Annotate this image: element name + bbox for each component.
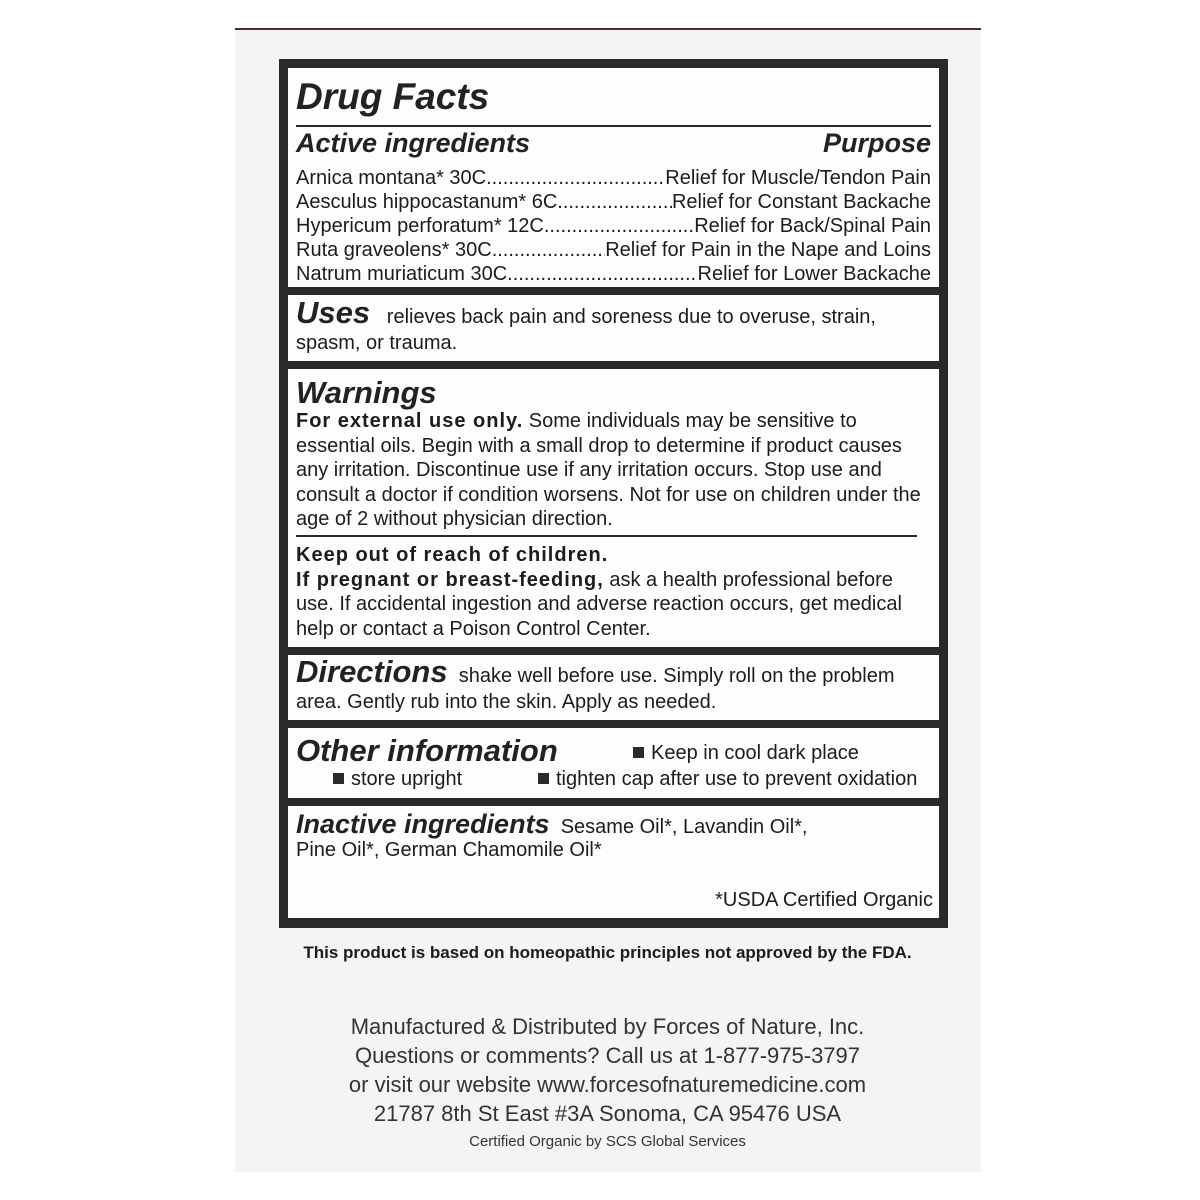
other-information-section bbox=[288, 728, 939, 798]
ingredient-purpose: Relief for Muscle/Tendon Pain bbox=[665, 167, 931, 189]
warnings-divider bbox=[296, 535, 917, 537]
organic-footnote: *USDA Certified Organic bbox=[715, 889, 933, 911]
ingredient-name: Arnica montana* 30C bbox=[296, 167, 487, 189]
ingredient-row bbox=[296, 166, 931, 190]
square-bullet-icon bbox=[333, 773, 344, 784]
warning-text: ask a health professional before bbox=[603, 568, 893, 591]
website-line: or visit our website www.forcesofnaturemedicine.com bbox=[348, 1072, 867, 1097]
purpose-heading: Purpose bbox=[822, 128, 931, 158]
warning-line: consult a doctor if condition worsens. Not for use on children under the bbox=[296, 483, 921, 506]
inactive-line-1 bbox=[296, 809, 929, 840]
external-use-label: For external use only. bbox=[296, 410, 524, 432]
uses-section bbox=[288, 295, 939, 361]
address-line: 21787 8th St East #3A Sonoma, CA 95476 USA bbox=[373, 1101, 842, 1126]
dot-leader bbox=[544, 214, 694, 238]
ingredient-row bbox=[296, 238, 931, 262]
warning-line: help or contact a Poison Control Center. bbox=[296, 617, 651, 640]
ingredient-name: Natrum muriaticum 30C bbox=[296, 263, 508, 285]
warning-line bbox=[296, 568, 929, 593]
ingredient-purpose: Relief for Lower Backache bbox=[697, 263, 931, 285]
warnings-section bbox=[288, 369, 939, 647]
ingredient-name: Aesculus hippocastanum* 6C bbox=[296, 191, 558, 213]
other-info-item: store upright bbox=[333, 767, 929, 792]
fda-notice: This product is based on homeopathic principles not approved by the FDA. bbox=[303, 943, 912, 962]
ingredient-purpose: Relief for Back/Spinal Pain bbox=[694, 215, 931, 237]
inactive-text: Sesame Oil*, Lavandin Oil*, bbox=[560, 816, 808, 838]
drug-facts-box bbox=[279, 59, 948, 928]
uses-text: relieves back pain and soreness due to overuse, strain, bbox=[386, 306, 876, 328]
certification-line: Certified Organic by SCS Global Services bbox=[469, 1133, 746, 1150]
directions-section bbox=[288, 655, 939, 720]
inactive-ingredients-heading: Inactive ingredients bbox=[296, 809, 550, 839]
dot-leader bbox=[492, 238, 606, 262]
uses-heading: Uses bbox=[296, 295, 371, 330]
warning-line bbox=[296, 409, 929, 434]
other-information-heading: Other information bbox=[296, 733, 558, 768]
active-ingredients-heading: Active ingredients bbox=[296, 128, 531, 158]
ingredient-name: Hypericum perforatum* 12C bbox=[296, 215, 544, 237]
directions-line-1 bbox=[296, 654, 929, 689]
warning-line: use. If accidental ingestion and adverse reaction occurs, get medical bbox=[296, 593, 902, 615]
drug-facts-title: Drug Facts bbox=[296, 76, 490, 117]
warning-text: Some individuals may be sensitive to bbox=[523, 410, 857, 432]
ingredient-purpose: Relief for Pain in the Nape and Loins bbox=[605, 239, 931, 261]
uses-line-1 bbox=[296, 295, 929, 330]
directions-text: shake well before use. Simply roll on the problem bbox=[458, 665, 895, 687]
ingredient-row bbox=[296, 214, 931, 238]
title-divider bbox=[296, 125, 931, 127]
warning-line: age of 2 without physician direction. bbox=[296, 508, 613, 530]
active-heading-row bbox=[296, 128, 931, 158]
warning-line: essential oils. Begin with a small drop to determine if product causes bbox=[296, 434, 902, 457]
ingredient-row bbox=[296, 262, 931, 286]
directions-heading: Directions bbox=[296, 654, 448, 689]
inactive-line-2: Pine Oil*, German Chamomile Oil* bbox=[296, 839, 602, 861]
dot-leader bbox=[507, 262, 697, 286]
manufacturer-line: Manufactured & Distributed by Forces of Nature, Inc. bbox=[350, 1014, 865, 1039]
uses-line-2: spasm, or trauma. bbox=[296, 332, 458, 354]
square-bullet-icon bbox=[538, 773, 549, 784]
ingredient-name: Ruta graveolens* 30C bbox=[296, 239, 492, 261]
keep-out-label: Keep out of reach of children. bbox=[296, 544, 609, 566]
ingredient-row bbox=[296, 190, 931, 214]
pregnant-label: If pregnant or breast-feeding, bbox=[296, 568, 604, 591]
square-bullet-icon bbox=[633, 747, 644, 758]
active-ingredients-section bbox=[288, 68, 939, 287]
other-info-item: tighten cap after use to prevent oxidation bbox=[538, 767, 939, 792]
dot-leader bbox=[486, 166, 665, 190]
ingredient-purpose: Relief for Constant Backache bbox=[671, 191, 931, 213]
warning-line: any irritation. Discontinue use if any irritation occurs. Stop use and bbox=[296, 459, 882, 481]
other-info-item: Keep in cool dark place bbox=[633, 741, 929, 766]
inactive-ingredients-section bbox=[288, 806, 939, 918]
dot-leader bbox=[557, 190, 672, 214]
warnings-heading: Warnings bbox=[296, 375, 437, 410]
contact-line: Questions or comments? Call us at 1-877-975-3797 bbox=[354, 1043, 861, 1068]
directions-line-2: area. Gently rub into the skin. Apply as needed. bbox=[296, 691, 717, 713]
